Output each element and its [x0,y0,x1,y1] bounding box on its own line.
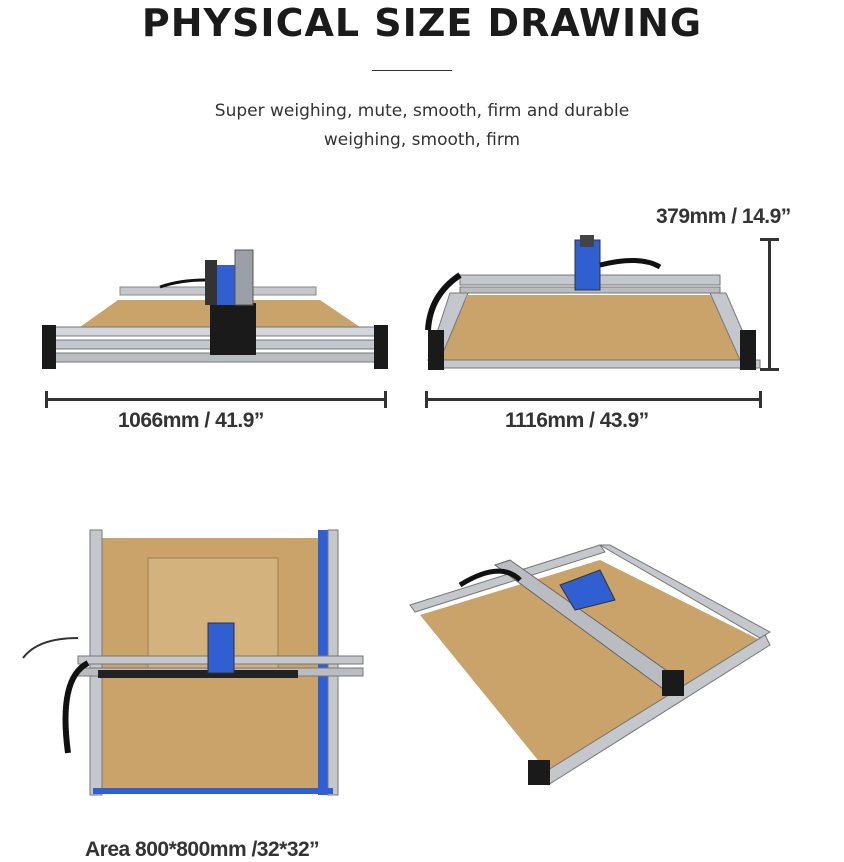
height-dimension-line [768,238,771,371]
title-divider [372,70,452,71]
height-label: 379mm / 14.9” [656,205,791,228]
subtitle-line-2: weighing, smooth, firm [323,130,521,150]
cnc-isometric-view-image [400,540,780,790]
front-width-label: 1066mm / 41.9” [118,409,264,432]
side-width-label: 1116mm / 43.9” [505,409,649,432]
area-label: Area 800*800mm /32*32” [85,838,320,861]
subtitle-line-1: Super weighing, mute, smooth, firm and durable [214,101,630,121]
cnc-front-view-image [20,245,400,375]
side-width-dimension-line [425,398,762,401]
page-title: PHYSICAL SIZE DRAWING [141,1,703,45]
cnc-side-view-image [420,235,770,375]
front-width-dimension-line [45,398,387,401]
cnc-top-view-image [18,508,368,808]
